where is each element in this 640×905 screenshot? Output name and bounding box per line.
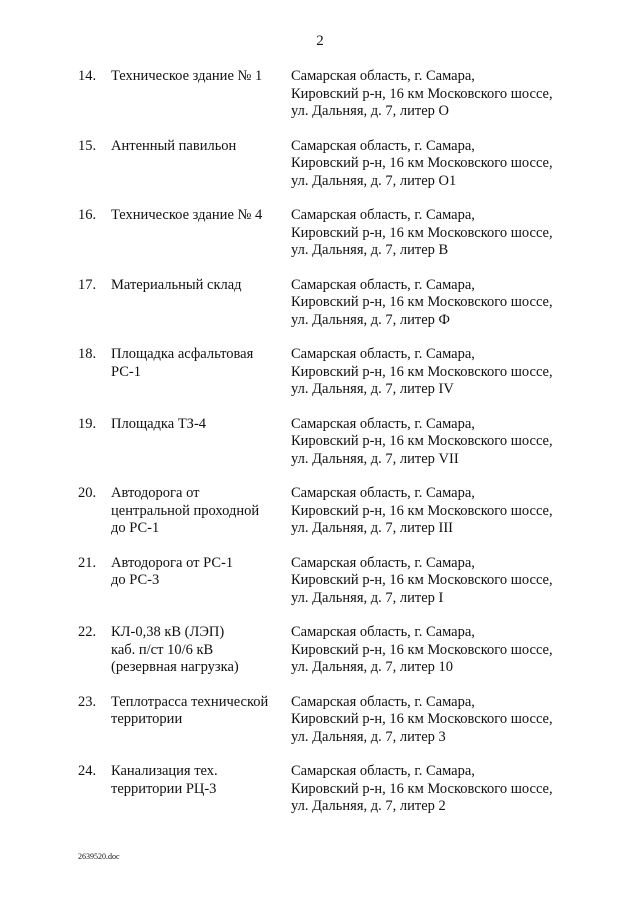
object-name-line: Канализация тех. — [111, 763, 218, 779]
object-address — [291, 68, 591, 121]
object-name-line: каб. п/ст 10/6 кВ — [111, 641, 214, 658]
address-line: Кировский р-н, 16 км Московского шоссе, — [291, 155, 553, 171]
address-line: Кировский р-н, 16 км Московского шоссе, — [291, 85, 553, 102]
object-name-line: центральной проходной — [111, 502, 260, 519]
document-filename: 2639520.doc — [78, 852, 120, 861]
object-name-line: Антенный павильон — [111, 137, 237, 154]
object-name-line: Площадка асфальтовая — [111, 346, 254, 362]
object-name-line: Техническое здание № 1 — [111, 68, 263, 84]
list-item — [0, 555, 640, 625]
address-line: Кировский р-н, 16 км Московского шоссе, — [291, 224, 553, 241]
address-line: Кировский р-н, 16 км Московского шоссе, — [291, 572, 553, 588]
address-line: Кировский р-н, 16 км Московского шоссе, — [291, 502, 553, 519]
object-name-line: Автодорога от РС-1 — [111, 554, 234, 571]
item-number: 20. — [78, 485, 97, 501]
item-number: 22. — [78, 624, 97, 640]
object-name — [111, 416, 283, 434]
address-line: ул. Дальняя, д. 7, литер 10 — [291, 659, 454, 675]
object-name — [111, 763, 283, 798]
object-name — [111, 346, 283, 381]
address-line: ул. Дальняя, д. 7, литер III — [291, 520, 454, 536]
item-number: 21. — [78, 554, 97, 571]
address-line: ул. Дальняя, д. 7, литер Ф — [291, 311, 450, 328]
item-number: 17. — [78, 276, 97, 293]
item-number: 15. — [78, 137, 97, 154]
list-item — [0, 68, 640, 138]
address-line: Самарская область, г. Самара, — [291, 624, 475, 640]
object-name — [111, 207, 283, 225]
address-line: Кировский р-н, 16 км Московского шоссе, — [291, 641, 553, 658]
item-number: 24. — [78, 763, 97, 779]
address-line: Самарская область, г. Самара, — [291, 68, 475, 84]
object-name — [111, 277, 283, 295]
address-line: ул. Дальняя, д. 7, литер I — [291, 589, 444, 606]
object-address — [291, 277, 591, 330]
object-address — [291, 346, 591, 399]
address-line: ул. Дальняя, д. 7, литер 2 — [291, 798, 446, 814]
object-name — [111, 138, 283, 156]
object-address — [291, 138, 591, 191]
object-address — [291, 416, 591, 469]
address-line: Кировский р-н, 16 км Московского шоссе, — [291, 294, 553, 310]
object-address — [291, 694, 591, 747]
object-name-line: до РС-3 — [111, 572, 160, 588]
object-name — [111, 624, 283, 677]
address-line: Кировский р-н, 16 км Московского шоссе, — [291, 711, 553, 727]
page-number: 2 — [316, 33, 324, 49]
address-line: Самарская область, г. Самара, — [291, 346, 475, 362]
object-address — [291, 555, 591, 608]
object-name-line: Теплотрасса технической — [111, 693, 269, 710]
address-line: Самарская область, г. Самара, — [291, 207, 475, 223]
object-name-line: КЛ-0,38 кВ (ЛЭП) — [111, 624, 225, 640]
list-item — [0, 624, 640, 694]
object-name — [111, 694, 283, 729]
list-item — [0, 138, 640, 208]
object-address — [291, 624, 591, 677]
object-name-line: Техническое здание № 4 — [111, 207, 263, 223]
item-number: 16. — [78, 207, 97, 223]
address-line: Самарская область, г. Самара, — [291, 415, 475, 432]
object-name-line: Материальный склад — [111, 276, 242, 293]
object-name-line: территории — [111, 711, 183, 727]
object-name — [111, 555, 283, 590]
address-line: ул. Дальняя, д. 7, литер О — [291, 103, 449, 119]
address-line: ул. Дальняя, д. 7, литер VII — [291, 450, 459, 467]
list-item — [0, 346, 640, 416]
object-address — [291, 485, 591, 538]
object-name-line: Автодорога от — [111, 485, 200, 501]
object-name-line: до РС-1 — [111, 520, 160, 536]
address-line: Самарская область, г. Самара, — [291, 554, 475, 571]
item-number: 19. — [78, 415, 97, 432]
object-name-line: территории РЦ-3 — [111, 780, 217, 797]
list-item — [0, 416, 640, 486]
address-line: ул. Дальняя, д. 7, литер IV — [291, 381, 454, 397]
address-line: Самарская область, г. Самара, — [291, 485, 475, 501]
object-name-line: Площадка ТЗ-4 — [111, 415, 207, 432]
list-item — [0, 207, 640, 277]
entry-list — [0, 68, 640, 833]
address-line: Самарская область, г. Самара, — [291, 276, 475, 293]
list-item — [0, 277, 640, 347]
item-number: 23. — [78, 693, 97, 710]
object-name-line: (резервная нагрузка) — [111, 659, 239, 675]
object-name — [111, 68, 283, 86]
object-name — [111, 485, 283, 538]
address-line: Самарская область, г. Самара, — [291, 137, 475, 154]
object-address — [291, 763, 591, 816]
object-name-line: РС-1 — [111, 363, 141, 380]
address-line: ул. Дальняя, д. 7, литер О1 — [291, 172, 457, 189]
object-address — [291, 207, 591, 260]
list-item — [0, 485, 640, 555]
address-line: Самарская область, г. Самара, — [291, 763, 475, 779]
item-number: 18. — [78, 346, 97, 362]
item-number: 14. — [78, 68, 97, 84]
address-line: Кировский р-н, 16 км Московского шоссе, — [291, 780, 553, 797]
address-line: Самарская область, г. Самара, — [291, 693, 475, 710]
list-item — [0, 694, 640, 764]
address-line: Кировский р-н, 16 км Московского шоссе, — [291, 433, 553, 449]
list-item — [0, 763, 640, 833]
address-line: Кировский р-н, 16 км Московского шоссе, — [291, 363, 553, 380]
address-line: ул. Дальняя, д. 7, литер В — [291, 242, 449, 258]
address-line: ул. Дальняя, д. 7, литер 3 — [291, 728, 446, 745]
